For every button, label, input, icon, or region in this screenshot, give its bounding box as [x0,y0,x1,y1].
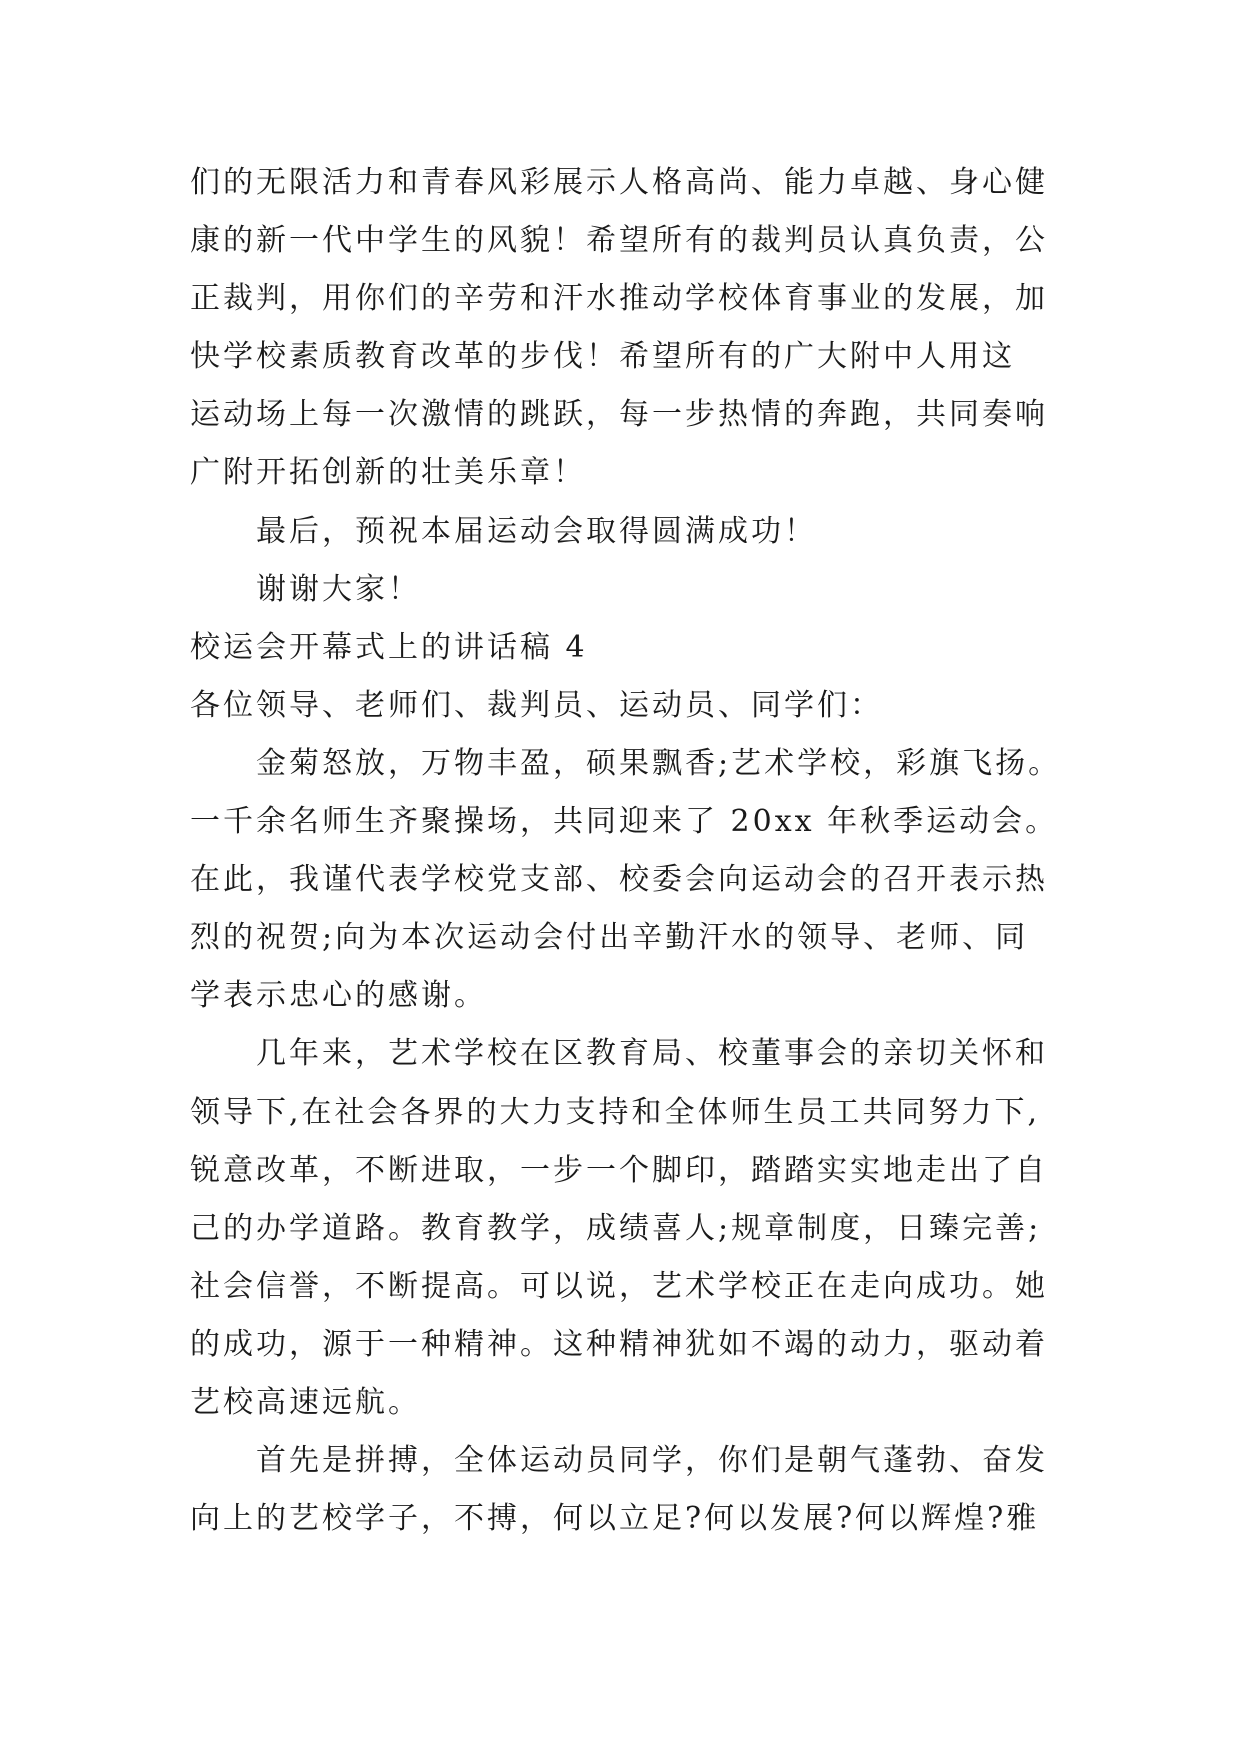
text-line: 艺校高速远航。 [190,1384,421,1420]
text-line: 快学校素质教育改革的步伐！希望所有的广大附中人用这 [190,339,1015,375]
text-line: 的成功，源于一种精神。这种精神犹如不竭的动力，驱动着 [190,1326,1048,1362]
text-line: 正裁判，用你们的辛劳和汗水推动学校体育事业的发展，加 [190,281,1048,317]
text-line: 广附开拓创新的壮美乐章！ [190,455,586,491]
text-line: 向上的艺校学子，不搏，何以立足?何以发展?何以辉煌?雅 [190,1501,1040,1537]
text-line: 几年来，艺术学校在区教育局、校董事会的亲切关怀和 [256,1036,1048,1072]
document-body [190,154,1090,1548]
text-line: 烈的祝贺;向为本次运动会付出辛勤汗水的领导、老师、同 [190,920,1029,956]
text-line: 在此，我谨代表学校党支部、校委会向运动会的召开表示热 [190,862,1048,898]
text-line: 己的办学道路。教育教学，成绩喜人;规章制度，日臻完善; [190,1210,1042,1246]
text-line: 运动场上每一次激情的跳跃，每一步热情的奔跑，共同奏响 [190,397,1048,433]
section-title: 校运会开幕式上的讲话稿 4 [190,629,588,665]
text-line: 锐意改革，不断进取，一步一个脚印，踏踏实实地走出了自 [190,1152,1048,1188]
thanks-line: 谢谢大家！ [256,571,421,607]
text-line: 领导下,在社会各界的大力支持和全体师生员工共同努力下, [190,1094,1041,1130]
closing-wish-line: 最后，预祝本届运动会取得圆满成功！ [256,513,817,549]
text-line: 学表示忠心的感谢。 [190,978,487,1014]
text-line: 康的新一代中学生的风貌！希望所有的裁判员认真负责，公 [190,223,1048,259]
salutation: 各位领导、老师们、裁判员、运动员、同学们： [190,687,883,723]
text-line: 金菊怒放，万物丰盈，硕果飘香;艺术学校，彩旗飞扬。 [256,745,1062,781]
text-line: 们的无限活力和青春风彩展示人格高尚、能力卓越、身心健 [190,165,1048,200]
text-line: 一千余名师生齐聚操场，共同迎来了 20xx 年秋季运动会。 [190,804,1059,840]
text-line: 社会信誉，不断提高。可以说，艺术学校正在走向成功。她 [190,1268,1048,1304]
text-line: 首先是拼搏，全体运动员同学，你们是朝气蓬勃、奋发 [256,1443,1048,1479]
